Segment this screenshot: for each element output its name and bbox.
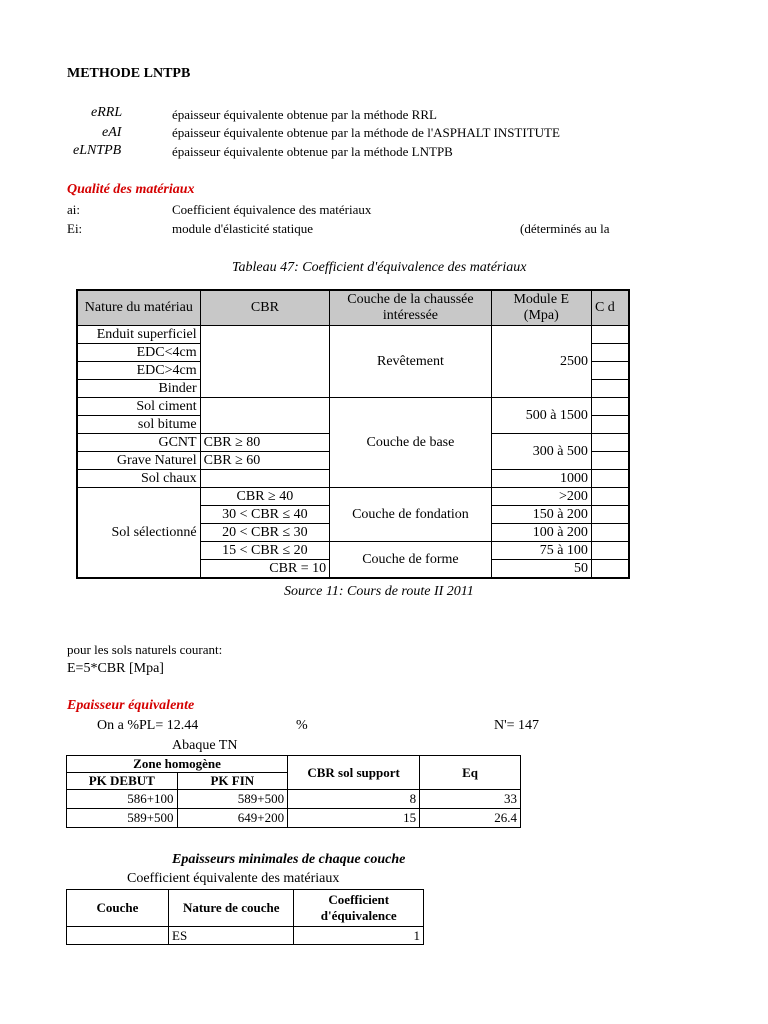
table47-caption: Tableau 47: Coefficient d'équivalence des matériaux bbox=[232, 260, 527, 275]
definition-eai: épaisseur équivalente obtenue par la méthode de l'ASPHALT INSTITUTE bbox=[172, 125, 560, 140]
cbr-cell: 8 bbox=[288, 790, 420, 809]
cell-coef bbox=[591, 523, 629, 541]
pk-debut-cell: 586+100 bbox=[67, 790, 178, 809]
cell-coef bbox=[591, 541, 629, 559]
table-row bbox=[67, 790, 521, 809]
cell-coef bbox=[591, 433, 629, 451]
symbol-errl: eRRL bbox=[91, 105, 123, 120]
epaisseur-title: Epaisseur équivalente bbox=[67, 698, 195, 713]
cell-edc-gt: EDC>4cm bbox=[77, 361, 200, 379]
cell-edc-lt: EDC<4cm bbox=[77, 343, 200, 361]
cell-coef bbox=[591, 487, 629, 505]
cell-coef bbox=[591, 379, 629, 397]
cell-sol-ciment: Sol ciment bbox=[77, 397, 200, 415]
n-prime-value: N'= 147 bbox=[494, 718, 540, 733]
pk-debut-cell: 589+500 bbox=[67, 809, 178, 828]
cell-mod-100-200: 100 à 200 bbox=[491, 523, 591, 541]
cell-mod-gt200: >200 bbox=[491, 487, 591, 505]
zone-header: Zone homogène bbox=[67, 756, 288, 773]
cbr-cell: 15 bbox=[288, 809, 420, 828]
cell-coef bbox=[591, 451, 629, 469]
header-module: Module E (Mpa) bbox=[491, 290, 591, 325]
ei-note: (déterminés au la bbox=[520, 221, 610, 236]
cell-binder: Binder bbox=[77, 379, 200, 397]
materials-table bbox=[76, 289, 630, 579]
symbol-eai: eAI bbox=[102, 125, 122, 140]
cell-mod-2500: 2500 bbox=[491, 325, 591, 397]
cell-cbr-empty bbox=[200, 469, 330, 487]
cell-revetement: Revêtement bbox=[330, 325, 491, 397]
cell-cbr40: CBR ≥ 40 bbox=[200, 487, 330, 505]
cell-mod-150-200: 150 à 200 bbox=[491, 505, 591, 523]
ai-label: ai: bbox=[67, 202, 80, 217]
couche-cell bbox=[67, 927, 169, 945]
cell-cbr-empty bbox=[200, 397, 330, 433]
nature-cell: ES bbox=[169, 927, 294, 945]
pk-fin-cell: 589+500 bbox=[177, 790, 288, 809]
cell-gcnt: GCNT bbox=[77, 433, 200, 451]
cell-coef bbox=[591, 415, 629, 433]
eq-header: Eq bbox=[420, 756, 521, 790]
minimales-subtitle: Coefficient équivalente des matériaux bbox=[127, 871, 340, 886]
cell-mod-300-500: 300 à 500 bbox=[491, 433, 591, 469]
cell-coef bbox=[591, 397, 629, 415]
h-couche: Couche bbox=[67, 890, 169, 927]
cell-cbr20-30: 20 < CBR ≤ 30 bbox=[200, 523, 330, 541]
cell-enduit: Enduit superficiel bbox=[77, 325, 200, 343]
cell-cbr80: CBR ≥ 80 bbox=[200, 433, 330, 451]
cell-cbr-empty bbox=[200, 325, 330, 397]
table47-source: Source 11: Cours de route II 2011 bbox=[284, 584, 474, 599]
percent-sign: % bbox=[296, 718, 308, 733]
ei-text: module d'élasticité statique bbox=[172, 221, 313, 236]
header-couche: Couche de la chaussée intéressée bbox=[330, 290, 491, 325]
cell-couche-fondation: Couche de fondation bbox=[330, 487, 491, 541]
qualite-title: Qualité des matériaux bbox=[67, 182, 195, 197]
cell-mod-1000: 1000 bbox=[491, 469, 591, 487]
cell-mod-50: 50 bbox=[491, 559, 591, 578]
coef-cell: 1 bbox=[294, 927, 424, 945]
cell-mod-75-100: 75 à 100 bbox=[491, 541, 591, 559]
sols-formula: E=5*CBR [Mpa] bbox=[67, 661, 164, 676]
zone-table bbox=[66, 755, 521, 828]
h-coef: Coefficient d'équivalence bbox=[294, 890, 424, 927]
ei-label: Ei: bbox=[67, 221, 83, 236]
cell-mod-500-1500: 500 à 1500 bbox=[491, 397, 591, 433]
header-coef: C d bbox=[591, 290, 629, 325]
cell-coef bbox=[591, 505, 629, 523]
cell-sol-bitume: sol bitume bbox=[77, 415, 200, 433]
cell-cbr15-20: 15 < CBR ≤ 20 bbox=[200, 541, 330, 559]
symbol-elntpb: eLNTPB bbox=[73, 143, 122, 158]
cell-grave: Grave Naturel bbox=[77, 451, 200, 469]
page-heading: METHODE LNTPB bbox=[67, 66, 191, 81]
sols-line1: pour les sols naturels courant: bbox=[67, 642, 223, 657]
table-row bbox=[67, 927, 424, 945]
cell-coef bbox=[591, 361, 629, 379]
eq-cell: 33 bbox=[420, 790, 521, 809]
pl-value: On a %PL= 12.44 bbox=[97, 718, 199, 733]
cell-couche-base: Couche de base bbox=[330, 397, 491, 487]
pk-fin-cell: 649+200 bbox=[177, 809, 288, 828]
cell-cbr10: CBR = 10 bbox=[200, 559, 330, 578]
cell-coef bbox=[591, 325, 629, 343]
definition-elntpb: épaisseur équivalente obtenue par la méthode LNTPB bbox=[172, 144, 453, 159]
cell-coef bbox=[591, 469, 629, 487]
definition-errl: épaisseur équivalente obtenue par la méthode RRL bbox=[172, 107, 437, 122]
ai-text: Coefficient équivalence des matériaux bbox=[172, 202, 372, 217]
h-nature: Nature de couche bbox=[169, 890, 294, 927]
cell-coef bbox=[591, 343, 629, 361]
cell-cbr60: CBR ≥ 60 bbox=[200, 451, 330, 469]
abaque-label: Abaque TN bbox=[172, 738, 238, 753]
cell-sol-chaux: Sol chaux bbox=[77, 469, 200, 487]
header-nature: Nature du matériau bbox=[77, 290, 200, 325]
coef-table bbox=[66, 889, 424, 945]
pk-debut-header: PK DEBUT bbox=[67, 773, 178, 790]
cbr-header: CBR sol support bbox=[288, 756, 420, 790]
cell-sol-selectionne: Sol sélectionné bbox=[77, 487, 200, 578]
cell-cbr30-40: 30 < CBR ≤ 40 bbox=[200, 505, 330, 523]
pk-fin-header: PK FIN bbox=[177, 773, 288, 790]
minimales-title: Epaisseurs minimales de chaque couche bbox=[172, 852, 406, 867]
cell-couche-forme: Couche de forme bbox=[330, 541, 491, 578]
eq-cell: 26.4 bbox=[420, 809, 521, 828]
cell-coef bbox=[591, 559, 629, 578]
header-cbr: CBR bbox=[200, 290, 330, 325]
table-row bbox=[67, 809, 521, 828]
